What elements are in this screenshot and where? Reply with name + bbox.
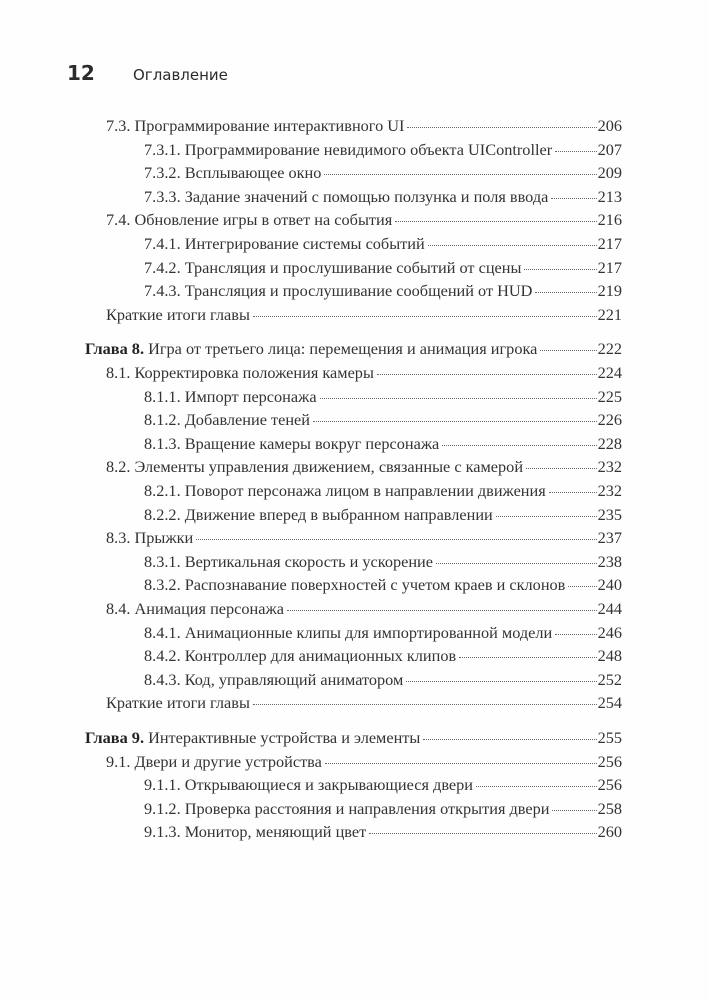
entry-title	[144, 234, 425, 254]
entry-text: 8.4.3. Код, управляющий аниматором	[144, 669, 404, 689]
entry-text: 7.4.2. Трансляция и прослушивание событий от сцены	[144, 257, 522, 277]
entry-page-number: 207	[597, 139, 622, 159]
toc-subsection-entry	[144, 410, 622, 432]
toc-section-entry	[106, 457, 622, 479]
toc-subsection-entry	[144, 258, 622, 280]
dot-leader	[406, 681, 596, 682]
toc-section-entry	[106, 752, 622, 774]
entry-text: 8.3.2. Распознавание поверхностей с учетом краев и склонов	[144, 575, 566, 595]
dot-leader	[369, 833, 596, 834]
running-header	[67, 61, 228, 89]
entry-title	[106, 116, 404, 136]
entry-page-number: 224	[597, 363, 622, 382]
toc-section-entry	[106, 305, 622, 327]
entry-page-number: 244	[597, 599, 622, 618]
entry-title	[144, 575, 565, 595]
entry-title	[144, 646, 456, 666]
entry-text: Краткие итоги главы	[106, 693, 250, 713]
entry-page-number: 255	[597, 728, 622, 747]
entry-title	[144, 281, 532, 301]
running-title: Оглавление	[133, 66, 228, 84]
dot-leader	[496, 516, 597, 517]
entry-page-number: 209	[597, 163, 622, 183]
entry-title	[85, 339, 537, 359]
dot-leader	[324, 174, 596, 175]
entry-text: 7.4.1. Интегрирование системы событий	[144, 234, 425, 253]
entry-page-number: 232	[597, 481, 622, 500]
dot-leader	[555, 634, 596, 635]
dot-leader	[253, 704, 597, 705]
toc-subsection-entry	[144, 187, 622, 209]
entry-text: 7.3.1. Программирование невидимого объекта UIController	[144, 139, 553, 159]
toc-subsection-entry	[144, 234, 622, 256]
entry-title	[106, 528, 193, 548]
entry-page-number: 258	[597, 798, 622, 818]
entry-title	[144, 552, 433, 572]
entry-page-number: 206	[597, 116, 622, 135]
entry-text: 7.4. Обновление игры в ответ на события	[106, 210, 393, 230]
chapter-label: Глава 9.	[85, 728, 145, 747]
entry-page-number: 213	[597, 186, 622, 206]
entry-title	[144, 187, 548, 207]
entry-text: Игра от третьего лица: перемещения и анимация игрока	[144, 339, 538, 359]
entry-page-number: 235	[597, 504, 622, 524]
entry-page-number: 232	[597, 457, 622, 477]
toc-subsection-entry	[144, 552, 622, 574]
entry-text: 9.1.1. Открывающиеся и закрывающиеся двери	[144, 775, 474, 795]
entry-text: 8.2.2. Движение вперед в выбранном направлении	[144, 504, 493, 524]
dot-leader	[535, 292, 596, 293]
entry-page-number: 221	[597, 304, 622, 324]
entry-page-number: 219	[597, 281, 622, 301]
entry-title	[106, 752, 322, 772]
entry-page-number: 248	[597, 646, 622, 666]
dot-leader	[395, 221, 596, 222]
entry-page-number: 246	[597, 622, 622, 642]
dot-leader	[253, 316, 597, 317]
entry-title	[106, 210, 392, 230]
entry-title	[144, 775, 473, 795]
dot-leader	[540, 350, 596, 351]
toc-subsection-entry	[144, 575, 622, 597]
dot-leader	[549, 492, 597, 493]
dot-leader	[320, 398, 597, 399]
entry-title	[144, 387, 317, 407]
toc-subsection-entry	[144, 775, 622, 797]
dot-leader	[287, 610, 597, 611]
toc-subsection-entry	[144, 434, 622, 456]
toc-subsection-entry	[144, 387, 622, 409]
entry-page-number: 217	[597, 234, 622, 253]
entry-page-number: 222	[597, 339, 622, 359]
toc-subsection-entry	[144, 822, 622, 844]
dot-leader	[526, 468, 597, 469]
entry-text: 8.4.2. Контроллер для анимационных клипов	[144, 646, 457, 666]
toc-section-entry	[106, 116, 622, 138]
toc-subsection-entry	[144, 623, 622, 645]
entry-title	[144, 799, 549, 819]
page-number: 12	[67, 61, 95, 85]
dot-leader	[436, 563, 597, 564]
toc-subsection-entry	[144, 281, 622, 303]
entry-text: 8.4.1. Анимационные клипы для импортированной модели	[144, 622, 553, 642]
entry-text: 8.4. Анимация персонажа	[106, 599, 284, 618]
toc-chapter-entry	[85, 339, 622, 361]
entry-title	[106, 693, 250, 713]
entry-text: Интерактивные устройства и элементы	[144, 728, 421, 747]
dot-leader	[476, 786, 597, 787]
entry-text: 8.3.1. Вертикальная скорость и ускорение	[144, 551, 433, 571]
toc-subsection-entry	[144, 163, 622, 185]
entry-text: 9.1. Двери и другие устройства	[106, 751, 322, 771]
entry-title	[144, 822, 366, 842]
entry-title	[144, 481, 546, 501]
entry-text: Краткие итоги главы	[106, 304, 250, 324]
toc-subsection-entry	[144, 670, 622, 692]
entry-page-number: 256	[597, 751, 622, 771]
entry-text: 9.1.2. Проверка расстояния и направления открытия двери	[144, 798, 550, 818]
toc-subsection-entry	[144, 799, 622, 821]
toc-subsection-entry	[144, 505, 622, 527]
entry-title	[144, 505, 493, 525]
dot-leader	[552, 810, 596, 811]
entry-title	[144, 410, 310, 430]
entry-title	[144, 434, 439, 454]
entry-page-number: 225	[597, 386, 622, 406]
entry-text: 8.3. Прыжки	[106, 528, 194, 548]
entry-title	[106, 363, 374, 383]
toc-section-entry	[106, 210, 622, 232]
entry-page-number: 217	[597, 257, 622, 277]
entry-title	[106, 457, 523, 477]
entry-text: 7.3.2. Всплывающее окно	[144, 163, 322, 183]
entry-text: 8.1.2. Добавление теней	[144, 410, 311, 430]
toc-section-entry	[106, 693, 622, 715]
entry-page-number: 254	[597, 693, 622, 713]
dot-leader	[568, 586, 596, 587]
entry-text: 7.3. Программирование интерактивного UI	[106, 116, 405, 135]
entry-text: 8.2.1. Поворот персонажа лицом в направлении движения	[144, 481, 546, 500]
dot-leader	[555, 151, 596, 152]
entry-text: 8.1.3. Вращение камеры вокруг персонажа	[144, 433, 440, 453]
entry-page-number: 216	[597, 210, 622, 230]
entry-text: 8.1. Корректировка положения камеры	[106, 363, 374, 382]
dot-leader	[428, 245, 597, 246]
entry-text: 7.3.3. Задание значений с помощью ползунка и поля ввода	[144, 186, 549, 206]
dot-leader	[459, 657, 596, 658]
dot-leader	[524, 269, 596, 270]
toc-section-entry	[106, 599, 622, 621]
toc-chapter-entry	[85, 728, 622, 750]
dot-leader	[407, 127, 596, 128]
entry-page-number: 238	[597, 551, 622, 571]
entry-text: 8.1.1. Импорт персонажа	[144, 386, 317, 406]
entry-title	[144, 163, 321, 183]
toc-section-entry	[106, 363, 622, 385]
entry-page-number: 240	[597, 575, 622, 595]
entry-title	[144, 258, 521, 278]
dot-leader	[423, 739, 596, 740]
toc-subsection-entry	[144, 646, 622, 668]
entry-title	[144, 623, 552, 643]
entry-title	[144, 670, 403, 690]
entry-page-number: 237	[597, 528, 622, 548]
dot-leader	[551, 198, 596, 199]
dot-leader	[313, 421, 597, 422]
entry-title	[85, 728, 420, 748]
toc-subsection-entry	[144, 481, 622, 503]
dot-leader	[377, 374, 597, 375]
entry-title	[144, 140, 552, 160]
entry-page-number: 226	[597, 410, 622, 430]
dot-leader	[325, 763, 597, 764]
chapter-label: Глава 8.	[85, 339, 145, 359]
entry-text: 7.4.3. Трансляция и прослушивание сообщений от HUD	[144, 281, 533, 301]
entry-title	[106, 305, 250, 325]
dot-leader	[196, 539, 596, 540]
entry-page-number: 256	[597, 775, 622, 795]
toc-subsection-entry	[144, 140, 622, 162]
entry-text: 9.1.3. Монитор, меняющий цвет	[144, 822, 367, 842]
entry-title	[106, 599, 284, 619]
entry-page-number: 252	[597, 669, 622, 689]
toc-section-entry	[106, 528, 622, 550]
entry-page-number: 228	[597, 433, 622, 453]
dot-leader	[442, 445, 596, 446]
entry-page-number: 260	[597, 822, 622, 842]
entry-text: 8.2. Элементы управления движением, связанные с камерой	[106, 457, 524, 477]
